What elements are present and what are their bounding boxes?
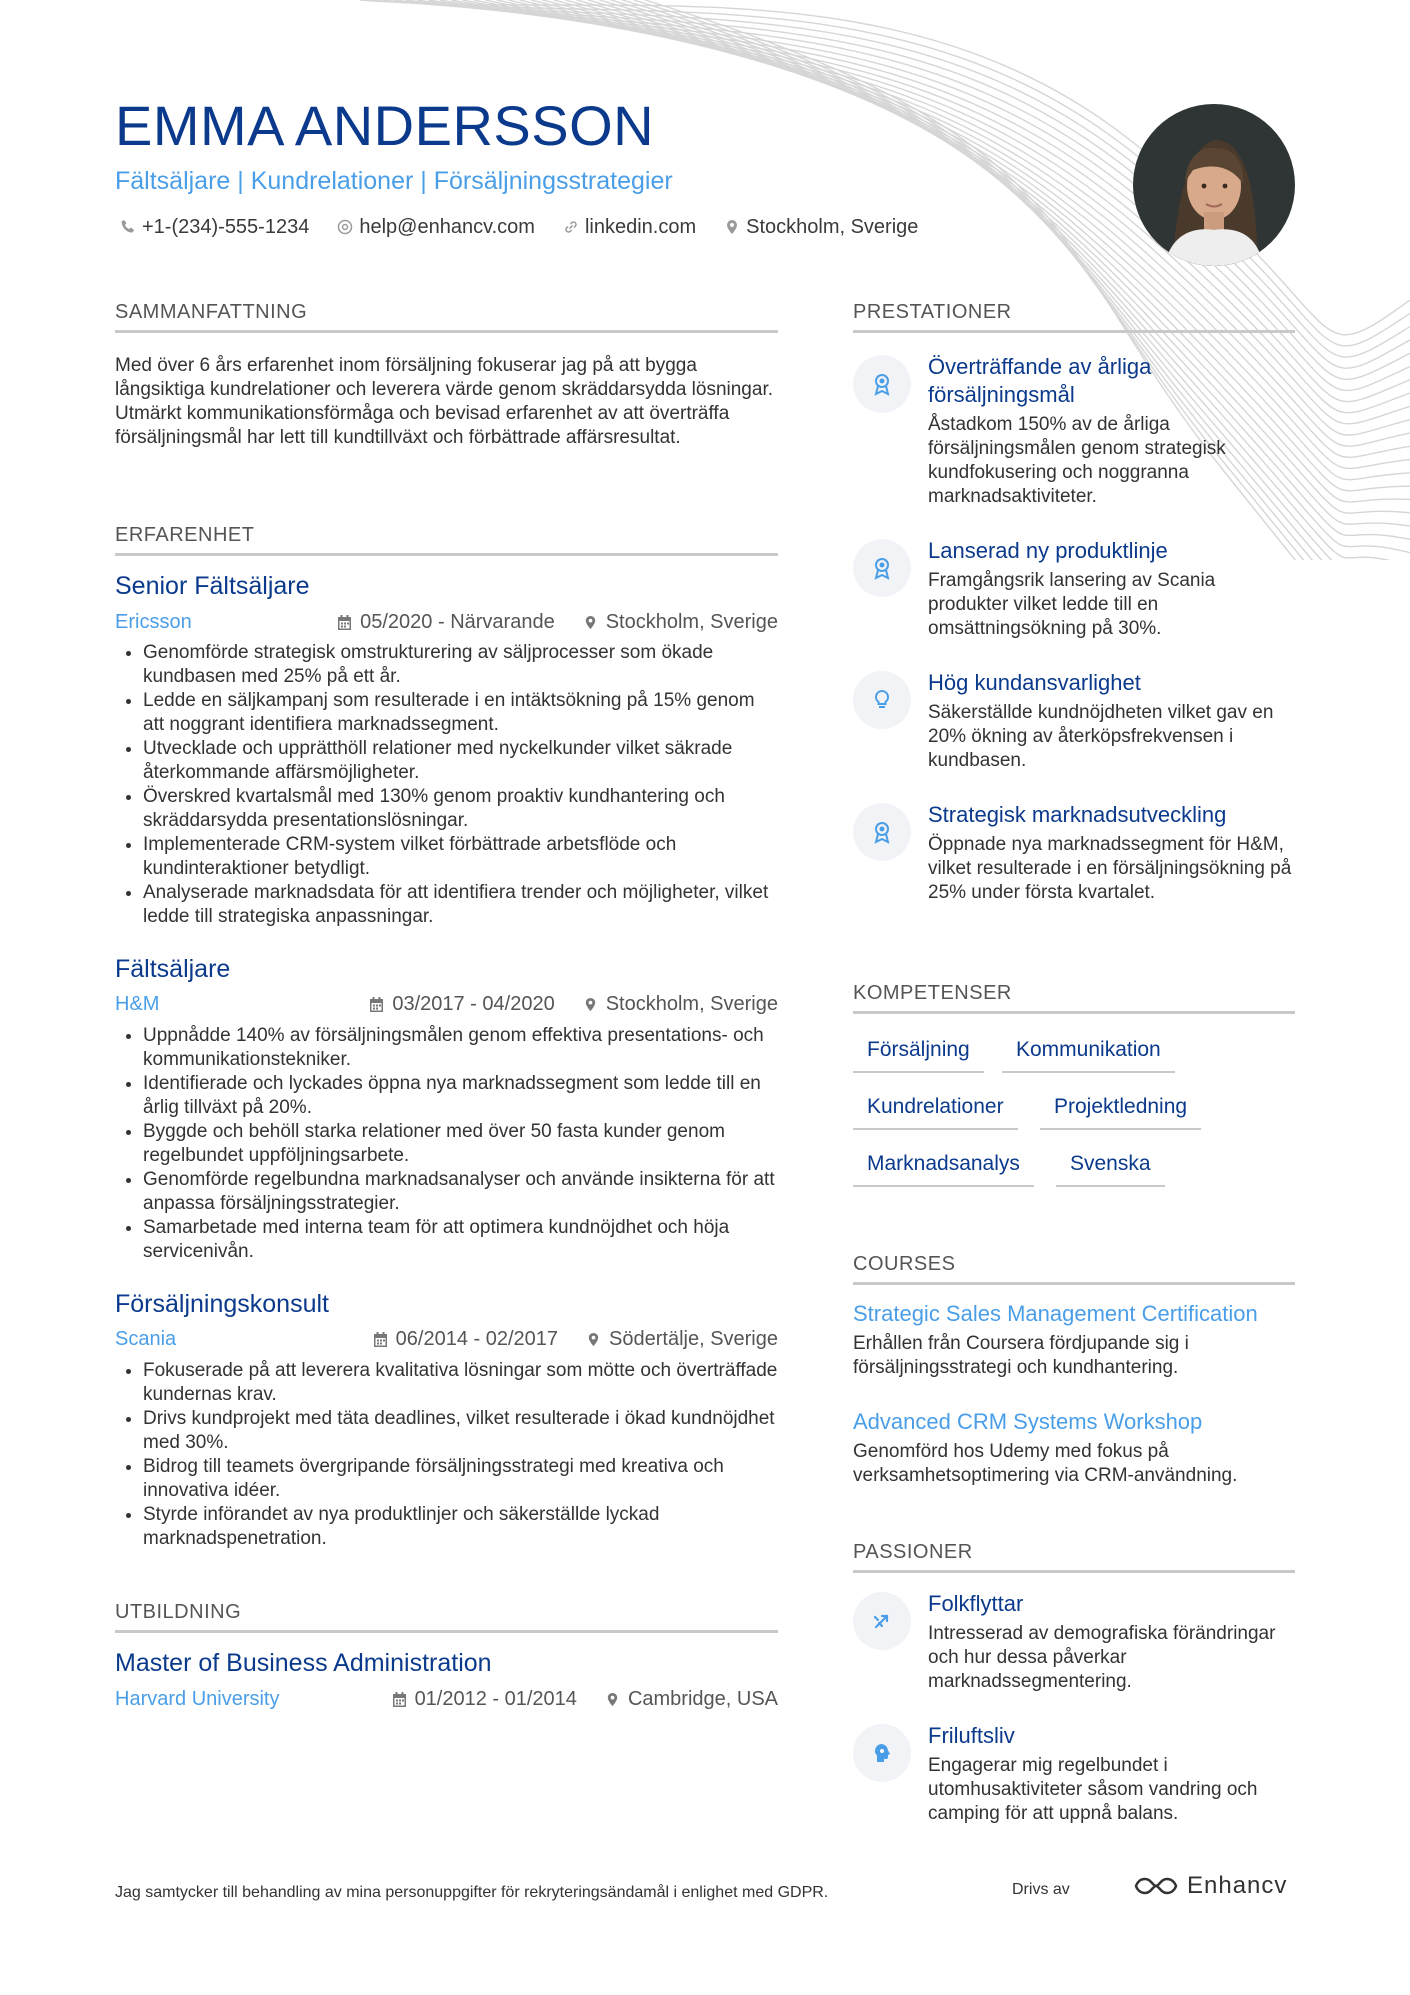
education-dates bbox=[392, 1686, 577, 1712]
achievements-heading: PRESTATIONER bbox=[853, 300, 1295, 333]
achievement-icon-wrap bbox=[853, 671, 911, 729]
contact-linkedin[interactable] bbox=[563, 214, 696, 240]
contact-email[interactable] bbox=[337, 214, 535, 240]
job-bullets bbox=[115, 1359, 778, 1551]
calendar-icon bbox=[337, 614, 352, 631]
linkedin-text: linkedin.com bbox=[584, 216, 697, 238]
achievement-title: Strategisk marknadsutveckling bbox=[928, 802, 1227, 827]
list-item: • Fokuserade på att leverera kvalitativa lösningar som mötte och överträffade kundernas krav. bbox=[143, 1359, 778, 1407]
brand-logo[interactable] bbox=[1133, 1872, 1287, 1900]
list-item: • Drivs kundprojekt med täta deadlines, vilket resulterade i ökad kundnöjdhet med 30%. bbox=[143, 1407, 778, 1455]
job-meta bbox=[115, 1326, 778, 1352]
list-item: • Byggde och behöll starka relationer med över 50 fasta kunder genom regelbundet uppföljningsarbete. bbox=[143, 1120, 778, 1168]
location-text: Stockholm, Sverige bbox=[605, 611, 778, 633]
course-title: Strategic Sales Management Certification bbox=[853, 1301, 1258, 1326]
achievement-title: Överträffande av årliga försäljningsmål bbox=[928, 354, 1152, 407]
list-item: • Genomförde regelbundna marknadsanalyser och använde insikterna för att anpassa försäljningsstrategier. bbox=[143, 1168, 778, 1216]
school-name: Harvard University bbox=[115, 1688, 280, 1710]
location-text: Cambridge, USA bbox=[627, 1688, 778, 1710]
contact-row bbox=[120, 214, 918, 240]
job-title: Senior Fältsäljare bbox=[115, 572, 310, 600]
skill-tag: Projektledning bbox=[1040, 1094, 1201, 1130]
location-icon bbox=[724, 219, 740, 235]
job-title: Fältsäljare bbox=[115, 955, 231, 983]
achievement-desc: Öppnade nya marknadssegment för H&M, vilket resulterade i en försäljningsökning på 25% under första kvartalet. bbox=[928, 834, 1292, 903]
company-name: Ericsson bbox=[115, 611, 192, 633]
award-icon bbox=[870, 820, 894, 844]
list-item: • Utvecklade och upprätthöll relationer med nyckelkunder vilket säkrade återkommande affärsmöjligheter. bbox=[143, 737, 778, 785]
job-dates bbox=[369, 991, 554, 1017]
skill-tag: Kundrelationer bbox=[853, 1094, 1018, 1130]
achievement-title: Hög kundansvarlighet bbox=[928, 670, 1141, 695]
powered-by: Drivs av bbox=[1012, 1881, 1070, 1898]
contact-location bbox=[724, 214, 918, 240]
passion-icon-wrap bbox=[853, 1724, 911, 1782]
location-text: Södertälje, Sverige bbox=[609, 1328, 778, 1350]
infinity-icon bbox=[1133, 1874, 1179, 1898]
job-bullets bbox=[115, 1024, 778, 1264]
achievement-title: Lanserad ny produktlinje bbox=[928, 538, 1168, 563]
course-title: Advanced CRM Systems Workshop bbox=[853, 1409, 1203, 1434]
passion-desc: Engagerar mig regelbundet i utomhusaktiviteter såsom vandring och camping för att uppnå balans. bbox=[928, 1755, 1258, 1824]
brand-name: Enhancv bbox=[1187, 1872, 1288, 1899]
candidate-name: EMMA ANDERSSON bbox=[115, 94, 655, 157]
list-item: • Implementerade CRM-system vilket förbättrade arbetsflöde och kundinteraktioner betydligt. bbox=[143, 833, 778, 881]
achievement-desc: Framgångsrik lansering av Scania produkter vilket ledde till en omsättningsökning på 30%. bbox=[928, 570, 1216, 639]
dates-text: 05/2020 - Närvarande bbox=[360, 611, 555, 633]
achievement-desc: Åstadkom 150% av de årliga försäljningsmålen genom strategisk kundfokusering och noggranna marknadsaktiviteter. bbox=[928, 414, 1226, 507]
job-title: Försäljningskonsult bbox=[115, 1290, 329, 1318]
arrows-icon bbox=[870, 1609, 894, 1633]
education-location bbox=[605, 1686, 778, 1712]
head-icon bbox=[870, 1741, 894, 1765]
experience-heading: ERFARENHET bbox=[115, 523, 778, 556]
job-meta bbox=[115, 991, 778, 1017]
passions-heading: PASSIONER bbox=[853, 1540, 1295, 1573]
education-heading: UTBILDNING bbox=[115, 1600, 778, 1633]
location-icon bbox=[583, 614, 598, 631]
skill-tag: Kommunikation bbox=[1002, 1037, 1175, 1073]
list-item: • Överskred kvartalsmål med 130% genom proaktiv kundhantering och skräddarsydda presentationslösningar. bbox=[143, 785, 778, 833]
lightbulb-icon bbox=[870, 688, 894, 712]
dates-text: 01/2012 - 01/2014 bbox=[414, 1688, 577, 1710]
list-item: • Bidrog till teamets övergripande försäljningsstrategi med kreativa och innovativa idéer. bbox=[143, 1455, 778, 1503]
skill-tag: Försäljning bbox=[853, 1037, 984, 1073]
courses-heading: COURSES bbox=[853, 1252, 1295, 1285]
link-icon bbox=[563, 219, 579, 235]
job-location bbox=[583, 991, 778, 1017]
contact-phone[interactable] bbox=[120, 214, 309, 240]
passion-desc: Intresserad av demografiska förändringar och hur dessa påverkar marknadssegmentering. bbox=[928, 1623, 1276, 1692]
course-desc: Erhållen från Coursera fördjupande sig i försäljningsstrategi och kundhantering. bbox=[853, 1333, 1189, 1378]
location-icon bbox=[605, 1691, 620, 1708]
job-meta bbox=[115, 609, 778, 635]
course-desc: Genomförd hos Udemy med fokus på verksamhetsoptimering via CRM-användning. bbox=[853, 1441, 1238, 1486]
location-text: Stockholm, Sverige bbox=[605, 993, 778, 1015]
skill-tag: Marknadsanalys bbox=[853, 1151, 1034, 1187]
skill-tag: Svenska bbox=[1056, 1151, 1165, 1187]
headline: Fältsäljare | Kundrelationer | Försäljningsstrategier bbox=[115, 167, 673, 195]
achievement-icon-wrap bbox=[853, 539, 911, 597]
phone-text: +1-(234)-555-1234 bbox=[142, 216, 310, 238]
summary-heading: SAMMANFATTNING bbox=[115, 300, 778, 333]
list-item: • Samarbetade med interna team för att optimera kundnöjdhet och höja servicenivån. bbox=[143, 1216, 778, 1264]
at-icon bbox=[337, 219, 353, 235]
award-icon bbox=[870, 556, 894, 580]
dates-text: 06/2014 - 02/2017 bbox=[395, 1328, 559, 1350]
job-location bbox=[586, 1326, 778, 1352]
list-item: • Genomförde strategisk omstrukturering av säljprocesser som ökade kundbasen med 25% på ett år. bbox=[143, 641, 778, 689]
dates-text: 03/2017 - 04/2020 bbox=[392, 993, 555, 1015]
education-meta bbox=[115, 1686, 778, 1712]
achievement-desc: Säkerställde kundnöjdheten vilket gav en 20% ökning av återköpsfrekvensen i kundbasen. bbox=[928, 702, 1274, 771]
summary-text: Med över 6 års erfarenhet inom försäljning fokuserar jag på att bygga långsiktiga kundrelationer och leverera värde genom skräddarsydda lösningar. Utmärkt kommunikationsförmåga och bevisad erfarenhet av att överträffa försäljningsmål har lett till kundtillväxt och förbättrade affärsresultat. bbox=[115, 355, 773, 448]
passion-title: Folkflyttar bbox=[928, 1591, 1024, 1616]
email-text: help@enhancv.com bbox=[359, 216, 535, 238]
achievement-icon-wrap bbox=[853, 355, 911, 413]
achievement-icon-wrap bbox=[853, 803, 911, 861]
list-item: • Analyserade marknadsdata för att identifiera trender och möjligheter, vilket ledde till strategiska anpassningar. bbox=[143, 881, 778, 929]
avatar bbox=[1133, 104, 1295, 266]
list-item: • Styrde införandet av nya produktlinjer och säkerställde lyckad marknadspenetration. bbox=[143, 1503, 778, 1551]
job-dates bbox=[373, 1326, 558, 1352]
list-item: • Identifierade och lyckades öppna nya marknadssegment som ledde till en årlig tillväxt på 20%. bbox=[143, 1072, 778, 1120]
list-item: • Uppnådde 140% av försäljningsmålen genom effektiva presentations- och kommunikationstekniker. bbox=[143, 1024, 778, 1072]
calendar-icon bbox=[373, 1331, 388, 1348]
calendar-icon bbox=[369, 996, 384, 1013]
location-icon bbox=[583, 996, 598, 1013]
company-name: Scania bbox=[115, 1328, 177, 1350]
passion-icon-wrap bbox=[853, 1592, 911, 1650]
list-item: • Ledde en säljkampanj som resulterade i en intäktsökning på 15% genom att noggrant identifiera marknadssegment. bbox=[143, 689, 778, 737]
calendar-icon bbox=[392, 1691, 407, 1708]
job-bullets bbox=[115, 641, 778, 929]
gdpr-consent: Jag samtycker till behandling av mina personuppgifter för rekryteringsändamål i enlighet med GDPR. bbox=[115, 1884, 829, 1901]
phone-icon bbox=[120, 219, 136, 235]
location-icon bbox=[586, 1331, 601, 1348]
job-location bbox=[583, 609, 778, 635]
location-text: Stockholm, Sverige bbox=[746, 216, 919, 238]
skills-heading: KOMPETENSER bbox=[853, 981, 1295, 1014]
degree-title: Master of Business Administration bbox=[115, 1649, 492, 1677]
award-icon bbox=[870, 372, 894, 396]
job-dates bbox=[337, 609, 555, 635]
passion-title: Friluftsliv bbox=[928, 1723, 1015, 1748]
company-name: H&M bbox=[115, 993, 160, 1015]
